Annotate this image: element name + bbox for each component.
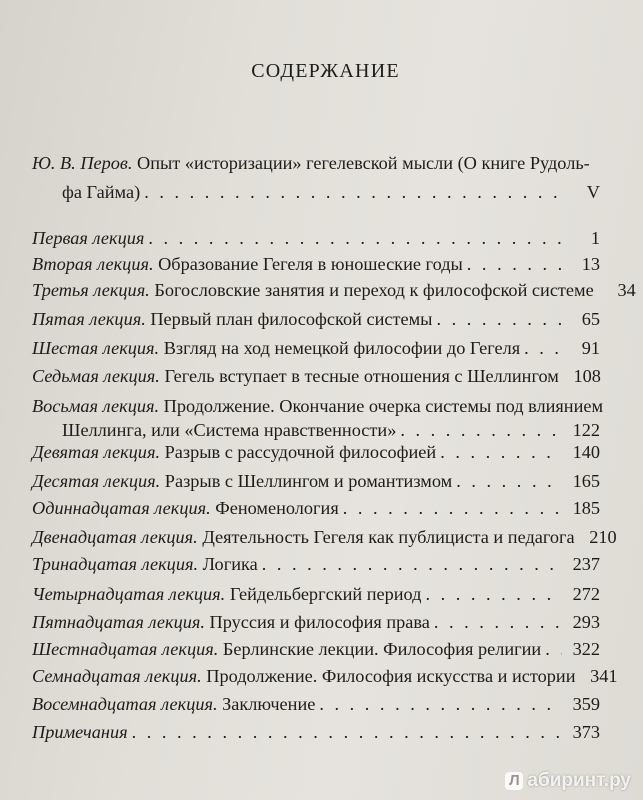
page-number: 359 [572,694,600,714]
lecture-label: Шестая лекция. [32,338,160,358]
lecture-label: Седьмая лекция. [32,366,160,386]
page-number: 91 [581,338,600,358]
page-number: V [586,182,600,202]
labirint-logo-icon: Л [505,772,523,790]
lecture-title: Продолжение. Окончание очерка системы под влиянием [163,396,604,416]
page-number: 210 [589,527,617,547]
page-number: 13 [581,254,600,274]
lecture-title: Пруссия и философия права [209,612,430,632]
page-number: 272 [572,584,600,604]
lecture-title: Гейдельбергский период [229,584,422,604]
toc-entry [32,611,600,633]
lecture-label: Двенадцатая лекция. [32,527,198,547]
toc-entry [32,337,600,359]
lecture-label: Девятая лекция. [32,442,161,462]
lecture-label: Шестнадцатая лекция. [32,639,219,659]
lecture-label: Восемнадцатая лекция. [32,694,218,714]
lecture-label: Одиннадцатая лекция. [32,498,211,518]
lecture-label: Восьмая лекция. [32,396,160,416]
lecture-label: Примечания [32,722,128,742]
page-number: 122 [572,420,600,440]
dot-leader [148,227,562,249]
toc-entry [32,693,600,715]
dot-leader [467,253,562,275]
watermark-text: абиринт.ру [527,770,631,791]
lecture-label: Первая лекция [32,228,145,248]
page-number: 341 [590,666,618,686]
page-number: 322 [572,639,600,659]
dot-leader [524,337,562,359]
toc-entry [32,365,600,387]
page-number: 165 [572,471,600,491]
dot-leader [319,693,562,715]
lecture-title: Деятельность Гегеля как публициста и педагога [202,527,575,547]
page-number: 237 [572,554,600,574]
page-number: 1 [590,228,600,248]
lecture-label: Пятнадцатая лекция. [32,612,205,632]
toc-entry [32,638,600,660]
toc-entry [32,497,600,519]
lecture-title: Заключение [222,694,316,714]
lecture-title: Гегель вступает в тесные отношения с Шеллингом [164,366,559,386]
intro-title-line1: Опыт «историзации» гегелевской мысли (О книге Рудоль- [137,153,590,173]
toc-entry [32,553,600,575]
toc-entry [32,279,636,301]
intro-title-line2: фа Гайма) [62,182,141,202]
lecture-label: Вторая лекция. [32,254,154,274]
toc-entry [32,227,600,249]
lecture-title: Продолжение. Философия искусства и истории [206,666,576,686]
lecture-title: Первый план философской системы [150,309,433,329]
lecture-label: Третья лекция. [32,280,150,300]
toc-entry [32,721,600,743]
dot-leader [434,611,562,633]
toc-entry [32,583,600,605]
lecture-label: Десятая лекция. [32,471,161,491]
lecture-label: Пятая лекция. [32,309,146,329]
toc-entry [32,441,600,463]
lecture-title: Взгляд на ход немецкой философии до Гегеля [163,338,521,358]
toc-entry [32,665,618,687]
page-title: СОДЕРЖАНИЕ [251,60,400,82]
page-number: 293 [572,612,600,632]
lecture-title: Разрыв с Шеллингом и романтизмом [164,471,453,491]
toc-entry [32,526,617,548]
toc-entry [32,308,600,330]
toc-entry-intro [32,152,600,203]
lecture-title: Феноменология [215,498,339,518]
dot-leader [436,308,562,330]
watermark [505,770,631,792]
toc-entry [32,395,604,441]
dot-leader [440,441,562,463]
dot-leader [400,419,562,441]
toc-entry [32,253,600,275]
lecture-title: Берлинские лекции. Философия религии [222,639,542,659]
lecture-label: Семнадцатая лекция. [32,666,202,686]
intro-author: Ю. В. Перов. [32,153,133,173]
page-number: 108 [573,366,601,386]
dot-leader [262,553,562,575]
lecture-title: Логика [202,554,258,574]
page-number: 34 [617,280,636,300]
page-number: 65 [581,309,600,329]
dot-leader [343,497,562,519]
dot-leader [425,583,562,605]
lecture-label: Тринадцатая лекция. [32,554,199,574]
lecture-title: Образование Гегеля в юношеские годы [158,254,463,274]
page-number: 140 [572,442,600,462]
page-number: 185 [572,498,600,518]
dot-leader [144,181,562,203]
page-number: 373 [572,722,600,742]
dot-leader [456,470,562,492]
dot-leader [132,721,562,743]
lecture-label: Четырнадцатая лекция. [32,584,226,604]
dot-leader [545,638,562,660]
toc-entry [32,470,600,492]
lecture-title: Богословские занятия и переход к философской системе [154,280,594,300]
lecture-title-cont: Шеллинга, или «Система нравственности» [62,420,397,440]
lecture-title: Разрыв с рассудочной философией [164,442,437,462]
